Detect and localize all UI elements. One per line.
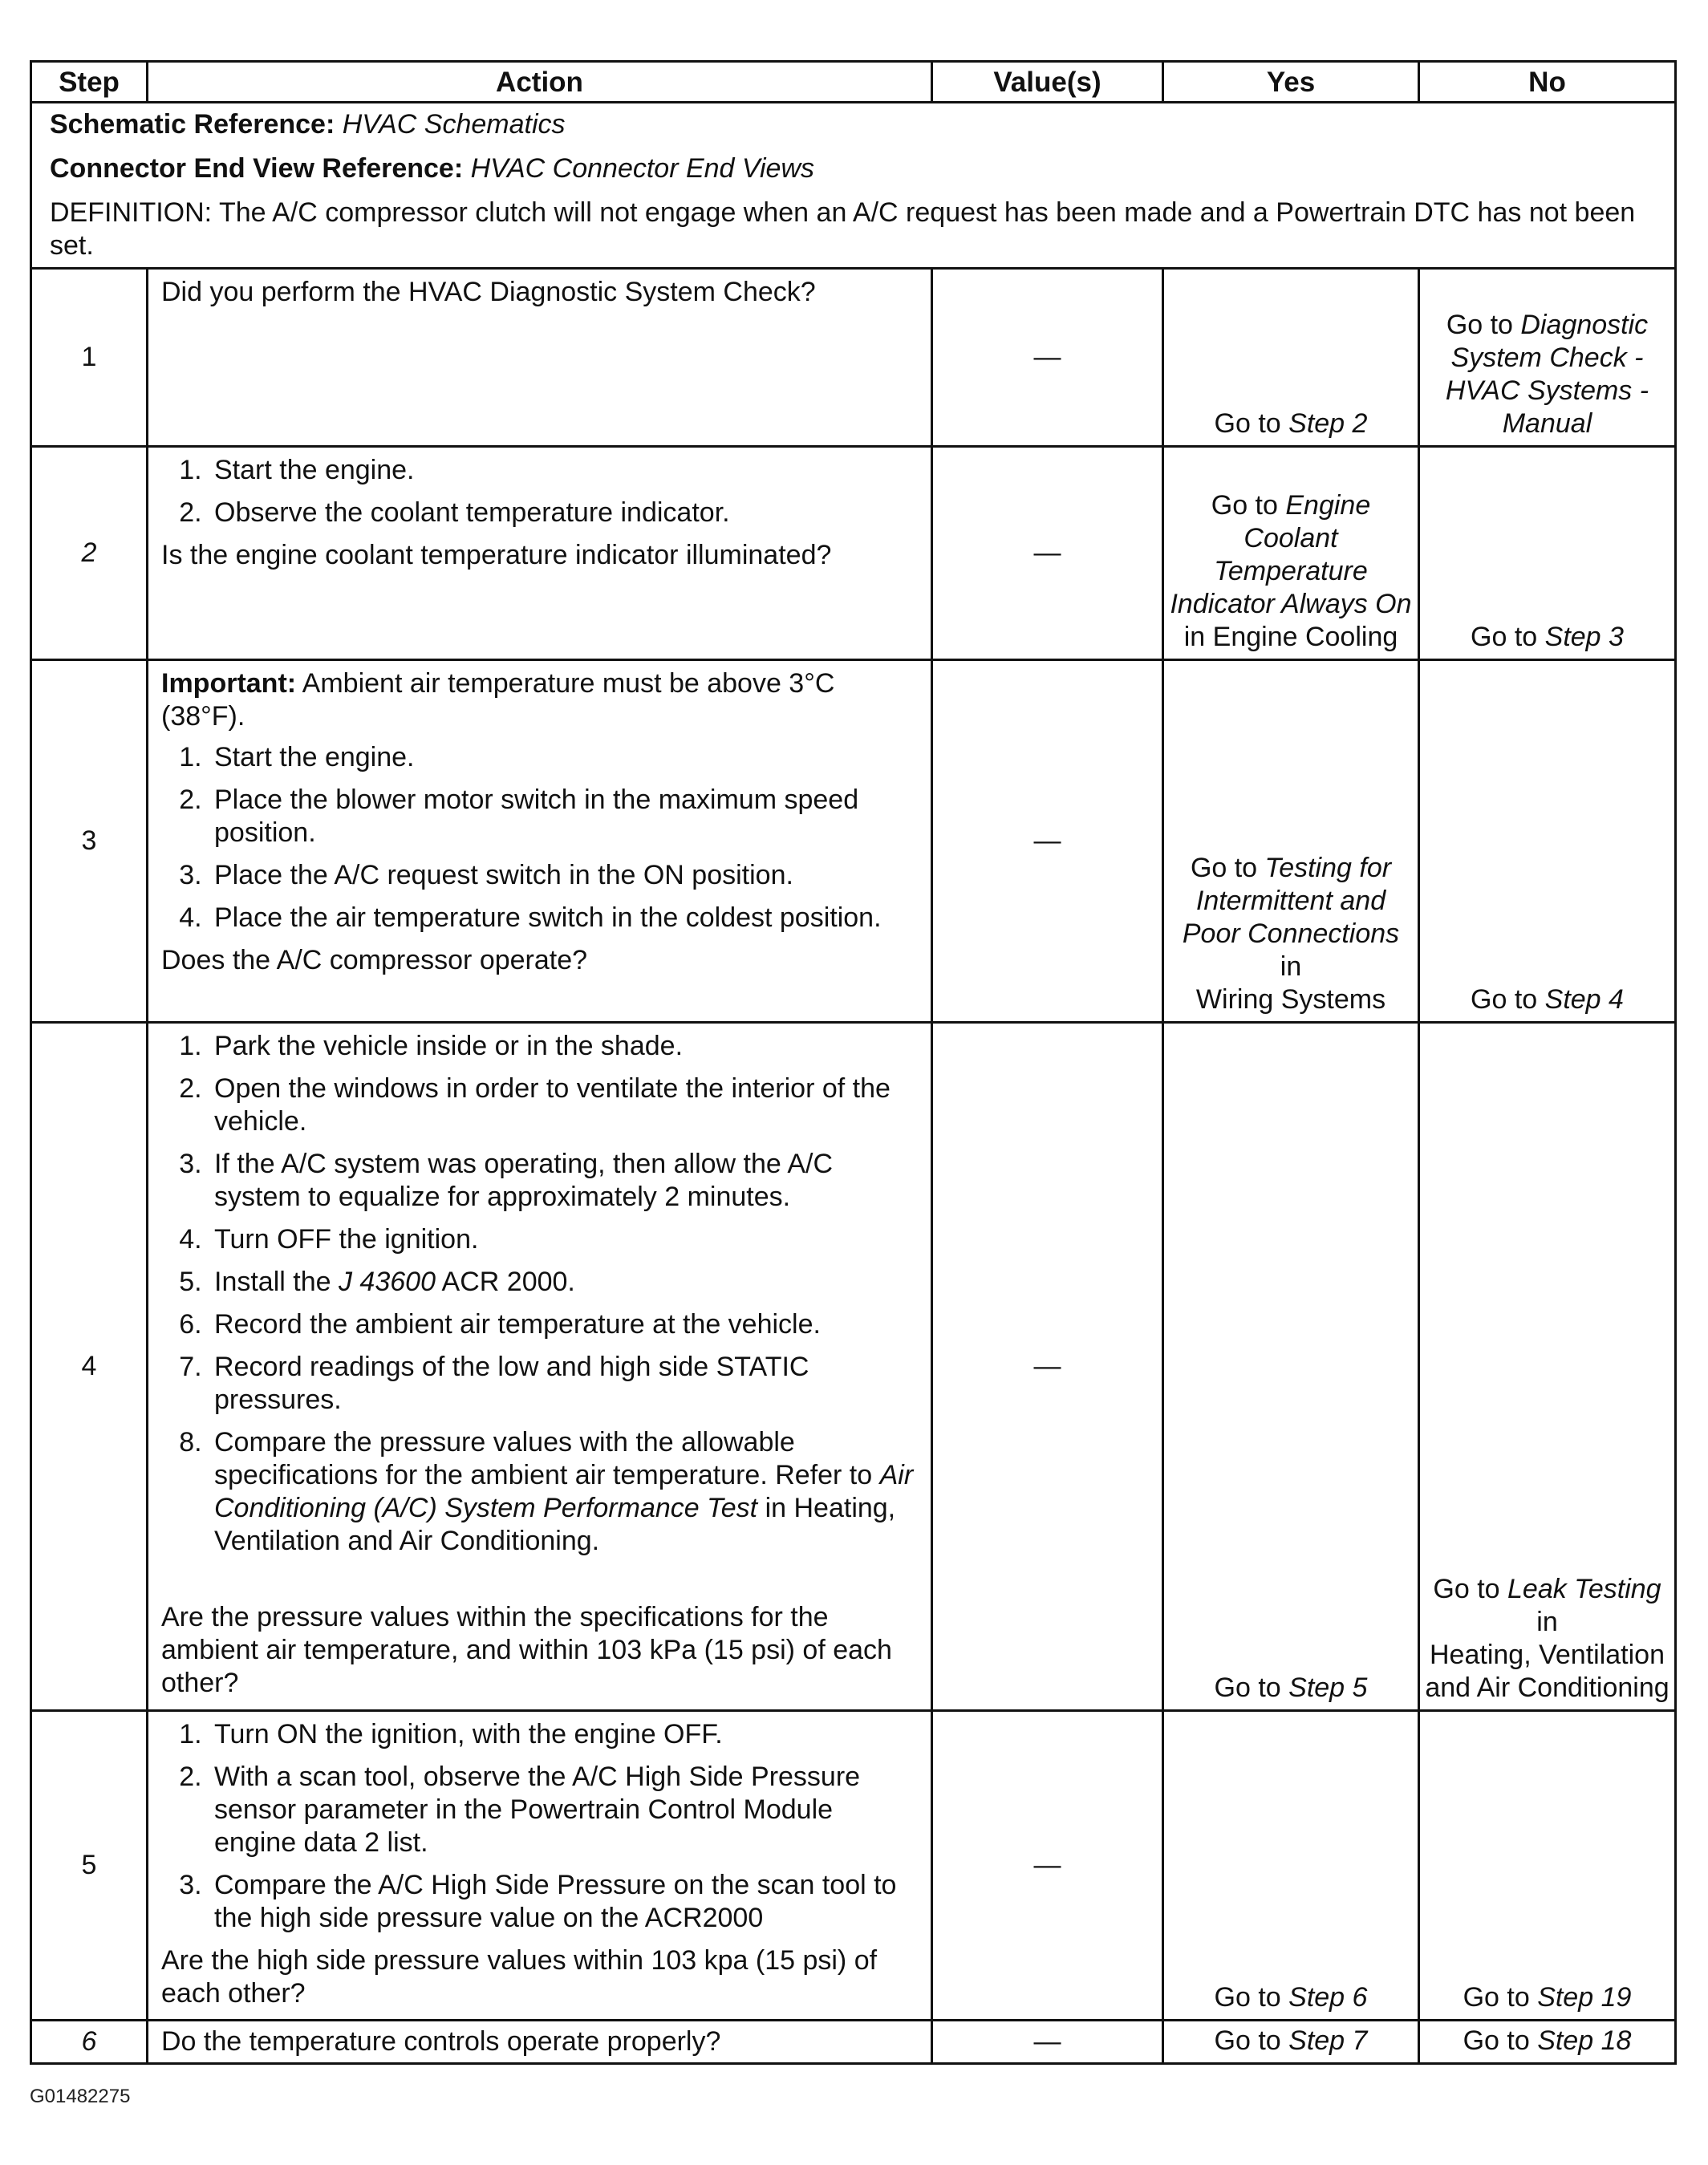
step-number: 3 [31, 660, 148, 1023]
list-item: 2. Open the windows in order to ventilate the interior of the vehicle. [209, 1072, 918, 1138]
header-yes: Yes [1163, 62, 1419, 103]
no-cell [1419, 1711, 1676, 2021]
yes-cell [1163, 1711, 1419, 2021]
connector-reference [50, 152, 1657, 185]
action-cell [148, 2021, 932, 2064]
yes-cell [1163, 447, 1419, 660]
list-item: 2. Place the blower motor switch in the maximum speed position. [209, 784, 918, 849]
yes-link[interactable]: Step 5 [1288, 1672, 1368, 1703]
step-number: 4 [31, 1023, 148, 1711]
value-cell: — [932, 660, 1163, 1023]
no-link[interactable]: Step 3 [1544, 622, 1624, 652]
reference-cell [31, 103, 1676, 269]
step-number: 2 [31, 447, 148, 660]
value-cell: — [932, 1711, 1163, 2021]
yes-link[interactable]: Step 7 [1288, 2025, 1368, 2056]
list-item: 2. With a scan tool, observe the A/C High Side Pressure sensor parameter in the Powertrain Control Module engine data 2 list. [209, 1761, 918, 1859]
header-row [31, 62, 1676, 103]
definition-text: DEFINITION: The A/C compressor clutch will not engage when an A/C request has been made and a Powertrain DTC has not been set. [50, 197, 1636, 261]
list-item: 1. Start the engine. [209, 741, 918, 774]
list-item-text: Compare the pressure values with the allowable specifications for the ambient air temperature. Refer to [214, 1427, 880, 1490]
header-no: No [1419, 62, 1676, 103]
yes-prefix: Go to [1214, 1982, 1289, 2013]
step-number: 1 [31, 269, 148, 447]
question-text: Do the temperature controls operate properly? [161, 2026, 721, 2057]
yes-suffix: in Engine Cooling [1183, 622, 1398, 652]
no-mid: in [1536, 1607, 1558, 1637]
yes-link[interactable]: Engine Coolant Temperature Indicator Always On [1170, 490, 1412, 619]
schematic-reference-label: Schematic Reference: [50, 109, 335, 140]
no-prefix: Go to [1446, 310, 1521, 340]
action-cell [148, 660, 932, 1023]
question-text: Did you perform the HVAC Diagnostic System Check? [161, 277, 816, 307]
no-prefix: Go to [1463, 1982, 1538, 2013]
action-list [161, 1030, 918, 1558]
table-row-step-1 [31, 269, 1676, 447]
list-item-text: in Heating, Ventilation and Air Conditioning. [214, 1493, 896, 1556]
important-label: Important: [161, 668, 297, 699]
no-cell [1419, 269, 1676, 447]
no-link[interactable]: Step 4 [1544, 984, 1624, 1015]
no-suffix: Heating, Ventilation and Air Conditioning [1425, 1640, 1669, 1703]
list-item [209, 1266, 918, 1299]
no-link[interactable]: Leak Testing [1507, 1574, 1661, 1604]
connector-reference-label: Connector End View Reference: [50, 153, 464, 184]
yes-link[interactable]: Step 2 [1288, 408, 1368, 439]
table-row-step-5 [31, 1711, 1676, 2021]
yes-cell [1163, 2021, 1419, 2064]
yes-cell [1163, 1023, 1419, 1711]
question-text: Are the high side pressure values within 103 kpa (15 psi) of each other? [161, 1945, 878, 2009]
list-item-text: Install the [214, 1267, 339, 1297]
important-note [161, 667, 918, 733]
yes-prefix: Go to [1214, 2025, 1289, 2056]
yes-cell [1163, 660, 1419, 1023]
list-item: 6. Record the ambient air temperature at the vehicle. [209, 1308, 918, 1341]
reference-row [31, 103, 1676, 269]
list-item: 3. If the A/C system was operating, then allow the A/C system to equalize for approximately 2 minutes. [209, 1148, 918, 1214]
step-number: 5 [31, 1711, 148, 2021]
yes-prefix: Go to [1211, 490, 1286, 521]
yes-link[interactable]: Step 6 [1288, 1982, 1368, 2013]
no-cell [1419, 447, 1676, 660]
list-item-text: ACR 2000. [435, 1267, 575, 1297]
diagnostic-table [30, 60, 1677, 2065]
list-item: 3. Compare the A/C High Side Pressure on the scan tool to the high side pressure value on the ACR2000 [209, 1869, 918, 1935]
table-row-step-6 [31, 2021, 1676, 2064]
question-text: Is the engine coolant temperature indicator illuminated? [161, 540, 832, 570]
list-item: 7. Record readings of the low and high side STATIC pressures. [209, 1351, 918, 1417]
no-cell [1419, 660, 1676, 1023]
schematic-reference [50, 108, 1657, 141]
no-cell [1419, 1023, 1676, 1711]
no-link[interactable]: Step 18 [1537, 2025, 1632, 2056]
action-list [161, 454, 918, 529]
header-action: Action [148, 62, 932, 103]
list-item [209, 1426, 918, 1558]
action-cell [148, 1711, 932, 2021]
schematic-reference-link[interactable]: HVAC Schematics [342, 109, 566, 140]
no-prefix: Go to [1471, 622, 1545, 652]
table-row-step-4 [31, 1023, 1676, 1711]
step-number: 6 [31, 2021, 148, 2064]
connector-reference-link[interactable]: HVAC Connector End Views [470, 153, 814, 184]
list-item: 3. Place the A/C request switch in the ON position. [209, 859, 918, 892]
header-step: Step [31, 62, 148, 103]
no-prefix: Go to [1433, 1574, 1508, 1604]
list-item: 2. Observe the coolant temperature indicator. [209, 497, 918, 529]
yes-prefix: Go to [1190, 853, 1265, 883]
value-cell: — [932, 2021, 1163, 2064]
list-item: 1. Park the vehicle inside or in the shade. [209, 1030, 918, 1063]
yes-prefix: Go to [1214, 1672, 1289, 1703]
yes-prefix: Go to [1214, 408, 1289, 439]
action-cell [148, 447, 932, 660]
no-prefix: Go to [1471, 984, 1545, 1015]
list-item: 1. Start the engine. [209, 454, 918, 487]
yes-link[interactable]: Testing for Intermittent and Poor Connections [1182, 853, 1400, 949]
list-item: 1. Turn ON the ignition, with the engine OFF. [209, 1718, 918, 1751]
table-row-step-2 [31, 447, 1676, 660]
question-text: Are the pressure values within the specifications for the ambient air temperature, and within 103 kPa (15 psi) of each other? [161, 1602, 892, 1698]
action-list [161, 1718, 918, 1935]
value-cell: — [932, 447, 1163, 660]
no-link[interactable]: Step 19 [1537, 1982, 1632, 2013]
value-cell: — [932, 269, 1163, 447]
no-cell [1419, 2021, 1676, 2064]
procedure-link[interactable]: Air Conditioning (A/C) System Performance Test [214, 1460, 914, 1523]
figure-id: G01482275 [30, 2086, 131, 2107]
yes-suffix: Wiring Systems [1195, 984, 1386, 1015]
important-text: Ambient air temperature must be above 3°C (38°F). [161, 668, 835, 732]
no-prefix: Go to [1463, 2025, 1538, 2056]
question-text: Does the A/C compressor operate? [161, 945, 588, 975]
yes-cell [1163, 269, 1419, 447]
list-item: 4. Place the air temperature switch in the coldest position. [209, 902, 918, 935]
yes-mid: in [1280, 951, 1302, 982]
list-item: 4. Turn OFF the ignition. [209, 1223, 918, 1256]
table-row-step-3 [31, 660, 1676, 1023]
action-list [161, 741, 918, 935]
value-cell: — [932, 1023, 1163, 1711]
action-cell [148, 269, 932, 447]
action-cell [148, 1023, 932, 1711]
no-link[interactable]: Diagnostic System Check - HVAC Systems - Manual [1445, 310, 1649, 439]
header-values: Value(s) [932, 62, 1163, 103]
tool-link[interactable]: J 43600 [338, 1267, 436, 1297]
